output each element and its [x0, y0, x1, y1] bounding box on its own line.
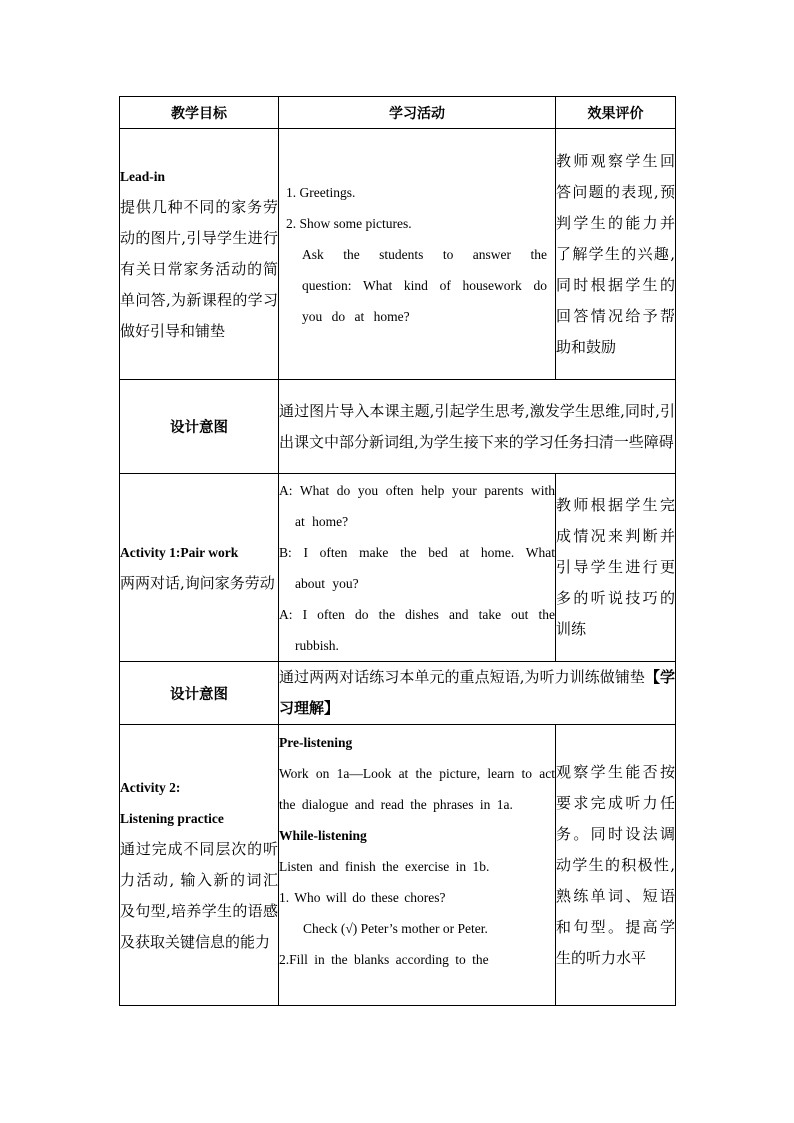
table-row-listening — [120, 725, 676, 1006]
exercise-subitem: Check (√) Peter’s mother or Peter. — [303, 921, 488, 936]
goal-cell — [120, 725, 279, 1006]
design-intent-text: 通过图片导入本课主题,引起学生思考,激发学生思维,同时,引出课文中部分新词组,为学生接下来的学习任务扫清一些障碍 — [279, 401, 675, 451]
activity-cell — [279, 474, 556, 662]
goal-cell — [120, 474, 279, 662]
goal-text: 两两对话,询问家务劳动 — [120, 573, 275, 592]
pre-listening-text: Work on 1a—Look at the picture, learn to act the dialogue and read the phrases in 1a. — [279, 766, 555, 812]
design-intent-text — [279, 662, 675, 724]
goal-title: Activity 1:Pair work — [120, 544, 239, 560]
evaluation-text: 教师根据学生完成情况来判断并引导学生进行更多的听说技巧的训练 — [556, 496, 675, 638]
dialogue-line: B: I often make the bed at home. What about you? — [279, 544, 555, 591]
goal-subtitle: Listening practice — [120, 811, 224, 826]
activity-line: 1. Greetings. — [286, 184, 356, 200]
while-listening-title: While-listening — [279, 828, 367, 843]
evaluation-text: 教师观察学生回答问题的表现,预判学生的能力并了解学生的兴趣,同时根据学生的回答情况给予帮助和鼓励 — [556, 151, 675, 356]
evaluation-cell — [556, 474, 676, 662]
table-row-design-intent — [120, 662, 676, 725]
design-intent-label: 设计意图 — [120, 662, 279, 725]
header-learning-activity: 学习活动 — [279, 97, 556, 129]
design-intent-label: 设计意图 — [120, 380, 279, 474]
header-teaching-goal: 教学目标 — [120, 97, 279, 129]
design-intent-body: 通过两两对话练习本单元的重点短语,为听力训练做铺垫 — [279, 668, 645, 686]
goal-text: 提供几种不同的家务劳动的图片,引导学生进行有关日常家务活动的简单问答,为新课程的学习做好引导和铺垫 — [120, 198, 278, 340]
table-row-pair-work — [120, 474, 676, 662]
exercise-item: 2.Fill in the blanks according to the — [279, 952, 489, 967]
table-row-lead-in — [120, 129, 676, 380]
lesson-plan-table — [119, 96, 676, 1006]
exercise-item: 1. Who will do these chores? — [279, 890, 446, 905]
goal-cell — [120, 129, 279, 380]
activity-line: 2. Show some pictures. — [286, 215, 412, 231]
goal-title: Activity 2: — [120, 780, 181, 795]
dialogue-line: A: What do you often help your parents with at home? — [279, 482, 555, 529]
evaluation-text: 观察学生能否按要求完成听力任务。同时设法调动学生的积极性,熟练单词、短语和句型。提高学生的听力水平 — [556, 762, 675, 967]
while-listening-text: Listen and finish the exercise in 1b. — [279, 859, 490, 874]
evaluation-cell — [556, 725, 676, 1006]
design-intent-cell — [279, 380, 676, 474]
design-intent-cell — [279, 662, 676, 725]
activity-line: Ask the students to answer the question: What kind of housework do you do at home? — [302, 246, 547, 324]
goal-title: Lead-in — [120, 169, 166, 184]
pre-listening-title: Pre-listening — [279, 735, 353, 750]
activity-cell — [279, 725, 556, 1006]
header-row — [120, 97, 676, 129]
dialogue-line: A: I often do the dishes and take out the rubbish. — [279, 606, 555, 653]
table-row-design-intent — [120, 380, 676, 474]
header-effect-evaluation: 效果评价 — [556, 97, 676, 129]
evaluation-cell — [556, 129, 676, 380]
goal-text: 通过完成不同层次的听力活动, 输入新的词汇及句型,培养学生的语感及获取关键信息的能力 — [120, 840, 278, 951]
learning-stage-tag: 【学习理解】 — [279, 668, 675, 717]
activity-cell — [279, 129, 556, 380]
